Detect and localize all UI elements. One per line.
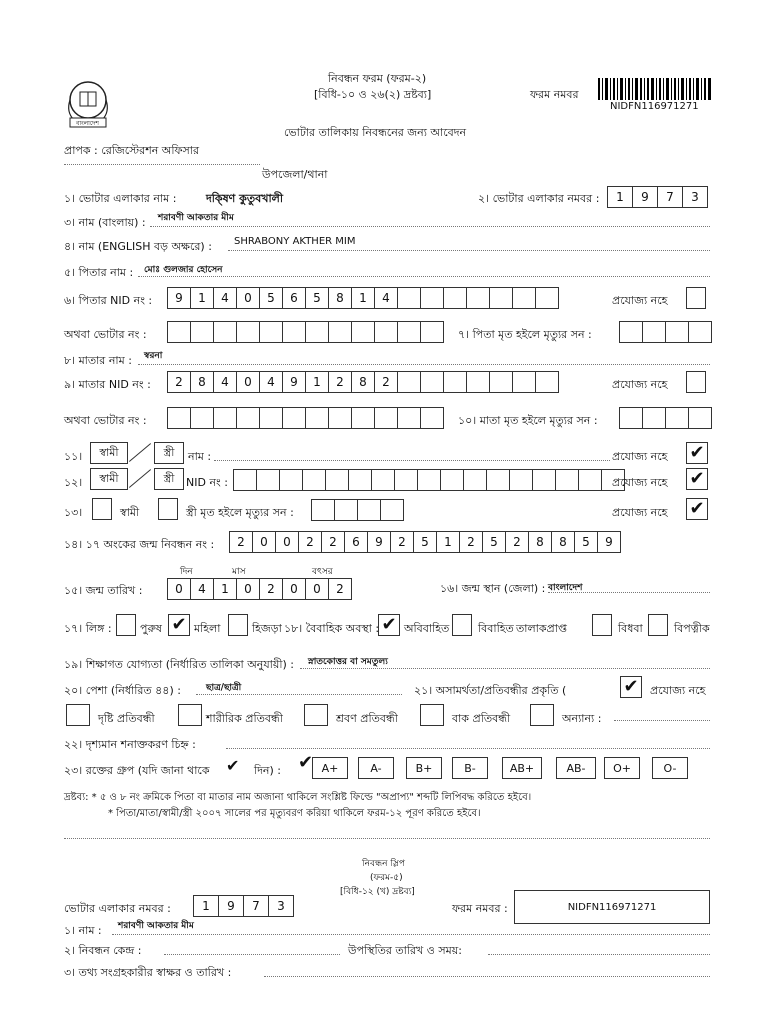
birthplace-label: ১৬। জন্ম স্থান (জেলা) :: [440, 582, 546, 595]
digit-box[interactable]: 1: [436, 531, 460, 553]
birthplace-value: বাংলাদেশ: [548, 583, 583, 593]
father-name-value: মোঃ গুলজার হোসেন: [144, 265, 223, 275]
dob-boxes: [168, 578, 352, 600]
digit-box[interactable]: 0: [236, 578, 260, 600]
digit-box[interactable]: 1: [213, 578, 237, 600]
digit-box[interactable]: [532, 469, 556, 491]
not-applicable-label: প্রযোজ্য নহে: [612, 450, 668, 463]
mother-nid-label: ৯। মাতার NID নং :: [64, 378, 151, 391]
check-icon: ✔: [226, 756, 240, 775]
digit-box[interactable]: [236, 407, 260, 429]
digit-box[interactable]: [466, 371, 490, 393]
digit-box[interactable]: 8: [328, 287, 352, 309]
digit-box[interactable]: [213, 407, 237, 429]
digit-box[interactable]: [302, 469, 326, 491]
digit-box[interactable]: [213, 321, 237, 343]
digit-box[interactable]: [374, 321, 398, 343]
row-12-label: ১২।: [64, 476, 83, 489]
note-2: * পিতা/মাতা/স্বামী/স্ত্রী ২০০৭ সালের পর মৃত্যুবরণ করিয়া থাকিলে ফরম-১২ পূরণ করিতে হইবে।: [108, 808, 481, 819]
digit-box[interactable]: 2: [328, 371, 352, 393]
slash-divider: [129, 443, 151, 462]
day-label: দিন: [180, 567, 193, 577]
father-voter-boxes: [168, 321, 444, 343]
slip-rule: [বিধি-১২ (খ) দ্রষ্টব্য]: [340, 887, 415, 897]
husband-label: স্বামী: [120, 506, 140, 519]
row-13-label: ১৩।: [64, 506, 83, 519]
name-bangla-value: শরাবণী আকতার মীম: [158, 213, 234, 223]
check-icon[interactable]: ✔: [686, 442, 708, 464]
gender-label: ১৭। লিঙ্গ :: [64, 622, 112, 635]
digit-box[interactable]: [374, 407, 398, 429]
mother-nid-boxes: [168, 371, 559, 393]
blood-group-option[interactable]: O+: [604, 757, 640, 779]
digit-box[interactable]: 6: [344, 531, 368, 553]
disability-box-1[interactable]: [66, 704, 90, 726]
husband-dead-box[interactable]: [92, 498, 112, 520]
digit-box[interactable]: [259, 407, 283, 429]
digit-box[interactable]: [509, 469, 533, 491]
digit-box[interactable]: 5: [482, 531, 506, 553]
slip-collector-label: ৩। তথ্য সংগ্রহকারীর স্বাক্ষর ও তারিখ :: [64, 966, 232, 979]
name-english-value: SHRABONY AKTHER MIM: [234, 236, 356, 247]
digit-box[interactable]: 8: [551, 531, 575, 553]
not-applicable-label: প্রযোজ্য নহে: [612, 476, 668, 489]
check-icon[interactable]: ✔: [378, 614, 400, 636]
digit-box[interactable]: 2: [505, 531, 529, 553]
father-voter-no-label: অথবা ভোটার নং :: [64, 328, 147, 341]
digit-box[interactable]: 6: [282, 287, 306, 309]
digit-box[interactable]: [619, 321, 643, 343]
slip-name-label: ১। নাম :: [64, 924, 102, 937]
husband-box[interactable]: স্বামী: [90, 468, 128, 490]
digit-box[interactable]: [642, 321, 666, 343]
area-number-boxes: 1 9 7 3: [608, 186, 708, 208]
digit-box[interactable]: [167, 321, 191, 343]
blood-group-option[interactable]: O-: [652, 757, 688, 779]
digit-box[interactable]: [305, 321, 329, 343]
married-box[interactable]: [452, 614, 472, 636]
slash-divider: [129, 469, 151, 488]
education-value: স্নাতকোত্তর বা সমতুল্য: [308, 657, 388, 667]
area-name-label: ১। ভোটার এলাকার নাম :: [64, 192, 177, 205]
birth-reg-label: ১৪। ১৭ অংকের জন্ম নিবন্ধন নং :: [64, 538, 215, 551]
disability-box-5[interactable]: [530, 704, 554, 726]
digit-box[interactable]: 2: [321, 531, 345, 553]
disability-box-3[interactable]: [304, 704, 328, 726]
slip-presence-label: উপস্থিতির তারিখ ও সময়:: [348, 944, 462, 957]
identification-mark-label: ২২। দৃশ্যমান শনাক্তকরণ চিহ্ন :: [64, 738, 196, 751]
digit-box[interactable]: [578, 469, 602, 491]
digit-box[interactable]: 1: [305, 371, 329, 393]
widow-label: বিধবা: [618, 622, 643, 635]
digit-box[interactable]: [351, 321, 375, 343]
occupation-label: ২০। পেশা (নির্ধারিত ৪৪) :: [64, 684, 181, 697]
digit-box[interactable]: 0: [252, 531, 276, 553]
digit-box[interactable]: [642, 407, 666, 429]
divorced-label: তালাকপ্রাপ্ত: [516, 622, 567, 635]
digit-box[interactable]: [311, 499, 335, 521]
check-icon: ✔: [298, 752, 314, 773]
education-label: ১৯। শিক্ষাগত যোগ্যতা (নির্ধারিত তালিকা অনুযায়ী) :: [64, 658, 294, 671]
check-icon[interactable]: ✔: [686, 468, 708, 490]
disability-label: ২১। অসামর্থতা/প্রতিবন্ধীর প্রকৃতি (: [414, 684, 567, 697]
digit-box[interactable]: [688, 407, 712, 429]
digit-box[interactable]: [334, 499, 358, 521]
digit-box[interactable]: [512, 371, 536, 393]
digit-box[interactable]: [282, 407, 306, 429]
check-icon[interactable]: ✔: [686, 498, 708, 520]
digit-box[interactable]: [305, 407, 329, 429]
check-icon[interactable]: ✔: [168, 614, 190, 636]
widower-box[interactable]: [648, 614, 668, 636]
digit-box[interactable]: [688, 321, 712, 343]
mother-voter-no-label: অথবা ভোটার নং :: [64, 414, 147, 427]
form-rule: [বিধি-১০ ও ২৬(২) দ্রষ্টব্য]: [314, 88, 432, 101]
slip-area-boxes: 1 9 7 3: [194, 895, 294, 917]
digit-box[interactable]: [328, 321, 352, 343]
not-applicable-label: প্রযোজ্য নহে: [612, 506, 668, 519]
digit-box[interactable]: 5: [259, 287, 283, 309]
digit-box[interactable]: [420, 321, 444, 343]
slip-name-value: শরাবণী আকতার মীম: [118, 921, 194, 931]
digit-box[interactable]: [486, 469, 510, 491]
digit-box[interactable]: 2: [374, 371, 398, 393]
birth-reg-boxes: [230, 531, 621, 553]
upazila-label: উপজেলা/থানা: [262, 168, 328, 181]
not-applicable-label: প্রযোজ্য নহে: [612, 378, 668, 391]
digit-box[interactable]: [397, 407, 421, 429]
year-label: বৎসর: [312, 567, 333, 577]
form-title: নিবন্ধন ফরম (ফরম-২): [328, 72, 427, 85]
barcode-text: NIDFN116971271: [610, 101, 699, 112]
mother-name-label: ৮। মাতার নাম :: [64, 354, 132, 367]
slip-center-label: ২। নিবন্ধন কেন্দ্র :: [64, 944, 142, 957]
married-label: বিবাহিত: [478, 622, 514, 635]
digit-box[interactable]: [371, 469, 395, 491]
digit-box[interactable]: [555, 469, 579, 491]
digit-box[interactable]: [466, 287, 490, 309]
digit-box[interactable]: 2: [298, 531, 322, 553]
blood-group-label: ২৩। রক্তের গ্রুপ (যদি জানা থাকে: [64, 764, 210, 777]
male-box[interactable]: [116, 614, 136, 636]
name-bangla-label: ৩। নাম (বাংলায়) :: [64, 216, 146, 229]
dob-label: ১৫। জন্ম তারিখ :: [64, 584, 143, 597]
note-1: দ্রষ্টব্য: * ৫ ও ৮ নং ক্রমিকে পিতা বা মাতার নাম অজানা থাকিলে সংশ্লিষ্ট ফিল্ডে "অপ্রাপ্য" শব্দটি লিপিবদ্ধ করিতে হইবে।: [64, 792, 532, 803]
digit-box[interactable]: [420, 407, 444, 429]
digit-box[interactable]: 2: [229, 531, 253, 553]
seal-caption: বাংলাদেশ: [76, 120, 99, 127]
widow-box[interactable]: [592, 614, 612, 636]
digit-box[interactable]: [420, 287, 444, 309]
digit-box[interactable]: [328, 407, 352, 429]
barcode-icon: [598, 78, 712, 100]
father-na-box[interactable]: [686, 287, 706, 309]
slip-title: নিবন্ধন স্লিপ: [362, 859, 405, 869]
digit-box[interactable]: [665, 321, 689, 343]
male-label: পুরুষ: [140, 622, 162, 635]
digit-box[interactable]: 2: [459, 531, 483, 553]
digit-box[interactable]: 4: [213, 287, 237, 309]
blood-group-option[interactable]: A+: [312, 757, 348, 779]
unmarried-label: অবিবাহিত: [404, 622, 450, 635]
digit-box[interactable]: 4: [259, 371, 283, 393]
area-number-label: ২। ভোটার এলাকার নমবর :: [478, 192, 600, 205]
digit-box[interactable]: 2: [167, 371, 191, 393]
digit-box[interactable]: [417, 469, 441, 491]
digit-box[interactable]: [397, 371, 421, 393]
digit-box[interactable]: 0: [275, 531, 299, 553]
slip-form-no-box: NIDFN116971271: [514, 890, 710, 924]
disability-option: শারীরিক প্রতিবন্ধী: [206, 712, 283, 725]
digit-box[interactable]: 9: [282, 371, 306, 393]
digit-box[interactable]: [233, 469, 257, 491]
area-name-value: দকি্ষণ কুতুবখালী: [206, 192, 283, 205]
month-label: মাস: [232, 567, 246, 577]
marital-label: ১৮। বৈবাহিক অবস্থা :: [284, 622, 380, 635]
digit-box[interactable]: [357, 499, 381, 521]
digit-box[interactable]: 5: [574, 531, 598, 553]
digit-box[interactable]: [535, 287, 559, 309]
digit-box[interactable]: [512, 287, 536, 309]
hijra-box[interactable]: [228, 614, 248, 636]
blood-group-tail: দিন) :: [254, 764, 281, 777]
spouse-nid-boxes: [234, 469, 625, 491]
digit-box[interactable]: [420, 371, 444, 393]
row-11-label: ১১।: [64, 450, 83, 463]
wife-box[interactable]: স্ত্রী: [154, 468, 184, 490]
spouse-nid-label: NID নং :: [186, 476, 228, 489]
disability-box-2[interactable]: [178, 704, 202, 726]
digit-box[interactable]: 9: [167, 287, 191, 309]
digit-box[interactable]: 4: [374, 287, 398, 309]
slip-area-label: ভোটার এলাকার নমবর :: [64, 902, 171, 915]
digit-box[interactable]: [325, 469, 349, 491]
disability-box-4[interactable]: [420, 704, 444, 726]
disability-na-label: প্রযোজ্য নহে: [650, 684, 706, 697]
digit-box[interactable]: 0: [236, 287, 260, 309]
not-applicable-label: প্রযোজ্য নহে: [612, 294, 668, 307]
digit-box[interactable]: 0: [167, 578, 191, 600]
father-death-label: ৭। পিতা মৃত হইলে মৃত্যুর সন :: [458, 328, 592, 341]
blood-group-option[interactable]: B-: [452, 757, 488, 779]
check-icon[interactable]: ✔: [620, 676, 642, 698]
digit-box[interactable]: [665, 407, 689, 429]
digit-box[interactable]: 4: [213, 371, 237, 393]
father-nid-boxes: [168, 287, 559, 309]
name-english-label: ৪। নাম (ENGLISH বড় অক্ষরে) :: [64, 240, 212, 253]
blood-group-option[interactable]: AB+: [502, 757, 542, 779]
female-label: মহিলা: [194, 622, 221, 635]
digit-box[interactable]: [535, 371, 559, 393]
digit-box[interactable]: [443, 371, 467, 393]
digit-box[interactable]: [190, 407, 214, 429]
recipient: প্রাপক : রেজিস্টেরশন অফিসার: [64, 144, 200, 157]
digit-box[interactable]: 0: [236, 371, 260, 393]
father-death-boxes: [620, 321, 712, 343]
hijra-label: হিজড়া: [252, 622, 282, 635]
digit-box[interactable]: [440, 469, 464, 491]
digit-box[interactable]: 2: [328, 578, 352, 600]
digit-box[interactable]: [619, 407, 643, 429]
digit-box[interactable]: [380, 499, 404, 521]
mother-name-value: স্বরনা: [144, 351, 163, 361]
government-seal-icon: [60, 78, 116, 130]
form-subtitle: ভোটার তালিকায় নিবন্ধনের জন্য আবেদন: [284, 126, 467, 139]
digit-box[interactable]: 0: [305, 578, 329, 600]
digit-box[interactable]: [351, 407, 375, 429]
disability-option: অন্যান্য :: [562, 712, 602, 725]
disability-option: শ্রবণ প্রতিবন্ধী: [336, 712, 398, 725]
digit-box[interactable]: 5: [413, 531, 437, 553]
disability-option: দৃষ্টি প্রতিবন্ধী: [98, 712, 155, 725]
digit-box[interactable]: [463, 469, 487, 491]
digit-box[interactable]: [394, 469, 418, 491]
mother-death-boxes: [620, 407, 712, 429]
digit-box[interactable]: [167, 407, 191, 429]
digit-box[interactable]: [489, 371, 513, 393]
father-name-label: ৫। পিতার নাম :: [64, 266, 134, 279]
digit-box[interactable]: [397, 287, 421, 309]
father-nid-label: ৬। পিতার NID নং :: [64, 294, 153, 307]
digit-box[interactable]: 1: [190, 287, 214, 309]
digit-box[interactable]: [190, 321, 214, 343]
blood-group-option[interactable]: AB-: [556, 757, 596, 779]
digit-box[interactable]: 8: [351, 371, 375, 393]
digit-box[interactable]: 4: [190, 578, 214, 600]
slip-form-no-label: ফরম নমবর :: [452, 902, 508, 915]
digit-box[interactable]: [397, 321, 421, 343]
digit-box[interactable]: [348, 469, 372, 491]
digit-box[interactable]: 2: [390, 531, 414, 553]
blood-group-option[interactable]: B+: [406, 757, 442, 779]
digit-box[interactable]: 2: [259, 578, 283, 600]
digit-box[interactable]: 5: [305, 287, 329, 309]
occupation-value: ছাত্র/ছাত্রী: [206, 683, 242, 693]
digit-box[interactable]: 0: [282, 578, 306, 600]
digit-box[interactable]: [259, 321, 283, 343]
digit-box[interactable]: [443, 287, 467, 309]
digit-box[interactable]: [256, 469, 280, 491]
spouse-death-boxes: [312, 499, 404, 521]
mother-na-box[interactable]: [686, 371, 706, 393]
digit-box[interactable]: [489, 287, 513, 309]
spouse-death-label: স্ত্রী মৃত হইলে মৃত্যুর সন :: [186, 506, 294, 519]
digit-box[interactable]: [282, 321, 306, 343]
blood-group-option[interactable]: A-: [358, 757, 394, 779]
mother-death-label: ১০। মাতা মৃত হইলে মৃত্যুর সন :: [458, 414, 598, 427]
digit-box[interactable]: 9: [597, 531, 621, 553]
spouse-name-label: নাম :: [188, 450, 212, 463]
wife-dead-box[interactable]: [158, 498, 178, 520]
digit-box[interactable]: [236, 321, 260, 343]
digit-box[interactable]: 8: [528, 531, 552, 553]
slip-form: (ফরম-৫): [370, 873, 403, 883]
wife-box[interactable]: স্ত্রী: [154, 442, 184, 464]
disability-option: বাক প্রতিবন্ধী: [452, 712, 511, 725]
digit-box[interactable]: 1: [351, 287, 375, 309]
form-number-label: ফরম নমবর: [530, 88, 579, 101]
digit-box[interactable]: 9: [367, 531, 391, 553]
mother-voter-boxes: [168, 407, 444, 429]
digit-box[interactable]: 8: [190, 371, 214, 393]
husband-box[interactable]: স্বামী: [90, 442, 128, 464]
widower-label: বিপত্নীক: [674, 622, 710, 635]
digit-box[interactable]: [279, 469, 303, 491]
